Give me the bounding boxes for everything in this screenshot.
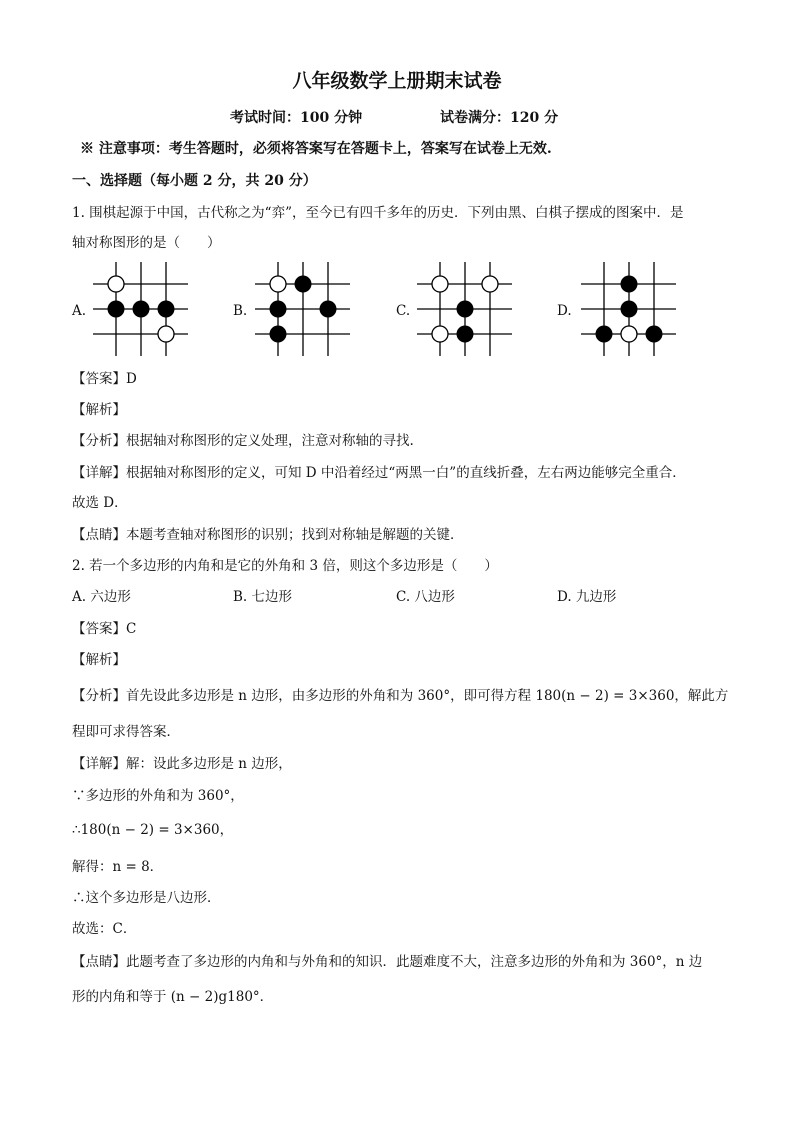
q2-xiangjie-3: ∴180(n − 2) = 3×360， [72, 822, 234, 838]
go-board-b [250, 260, 360, 360]
q1-answer: 【答案】D [72, 371, 137, 387]
q2-option-d: D. 九边形 [557, 589, 617, 605]
q1-guxuan: 故选 D． [72, 495, 128, 511]
q1-option-c-label: C. [396, 303, 411, 319]
go-board-c [412, 260, 522, 360]
notice: ※ 注意事项：考生答题时，必须将答案写在答题卡上，答案写在试卷上无效. [80, 141, 552, 157]
q2-option-c: C. 八边形 [396, 589, 455, 605]
go-board-d [576, 260, 686, 360]
full-score: 试卷满分：120 分 [440, 110, 559, 126]
section-heading: 一、选择题（每小题 2 分，共 20 分） [72, 173, 317, 189]
q2-analysis-title: 【解析】 [72, 652, 126, 668]
exam-time: 考试时间：100 分钟 [230, 110, 363, 126]
q2-xiangjie-6: 故选：C． [72, 921, 137, 937]
q1-option-a-label: A. [72, 303, 87, 319]
q2-fenxi-line1: 【分析】首先设此多边形是 n 边形，由多边形的外角和为 360°，即可得方程 180(n − 2) = 3×360，解此方 [72, 688, 729, 704]
go-board-a [88, 260, 198, 360]
q2-dianjing-line1: 【点睛】此题考查了多边形的内角和与外角和的知识．此题难度不大，注意多边形的外角和为 360°，n 边 [72, 954, 703, 970]
q2-xiangjie-2: ∵多边形的外角和为 360°， [72, 788, 244, 804]
q2-xiangjie-5: ∴这个多边形是八边形． [72, 890, 221, 906]
q1-stem-line2: 轴对称图形的是（ ） [72, 235, 221, 251]
q2-option-a: A. 六边形 [72, 589, 131, 605]
q2-fenxi-line2: 程即可求得答案． [72, 724, 180, 740]
q1-xiangjie: 【详解】根据轴对称图形的定义，可知 D 中沿着经过“两黑一白”的直线折叠，左右两边能够完全重合． [72, 465, 686, 481]
q1-analysis-title: 【解析】 [72, 402, 126, 418]
q1-stem-line1: 1. 围棋起源于中国，古代称之为“弈”，至今已有四千多年的历史．下列由黑、白棋子摆成的图案中．是 [72, 205, 684, 221]
q1-fenxi: 【分析】根据轴对称图形的定义处理，注意对称轴的寻找. [72, 433, 414, 449]
q1-option-b-label: B. [233, 303, 248, 319]
q1-dianjing: 【点睛】本题考查轴对称图形的识别；找到对称轴是解题的关键． [72, 527, 464, 543]
q2-stem: 2. 若一个多边形的内角和是它的外角和 3 倍，则这个多边形是（ ） [72, 558, 498, 574]
q2-option-b: B. 七边形 [233, 589, 293, 605]
q2-xiangjie-1: 【详解】解：设此多边形是 n 边形， [72, 756, 292, 772]
q2-answer: 【答案】C [72, 621, 137, 637]
q2-dianjing-line2: 形的内角和等于 (n − 2)g180°． [72, 989, 274, 1005]
q1-option-d-label: D. [557, 303, 572, 319]
page-title: 八年级数学上册期末试卷 [292, 70, 502, 92]
q2-xiangjie-4: 解得：n = 8． [72, 859, 164, 875]
